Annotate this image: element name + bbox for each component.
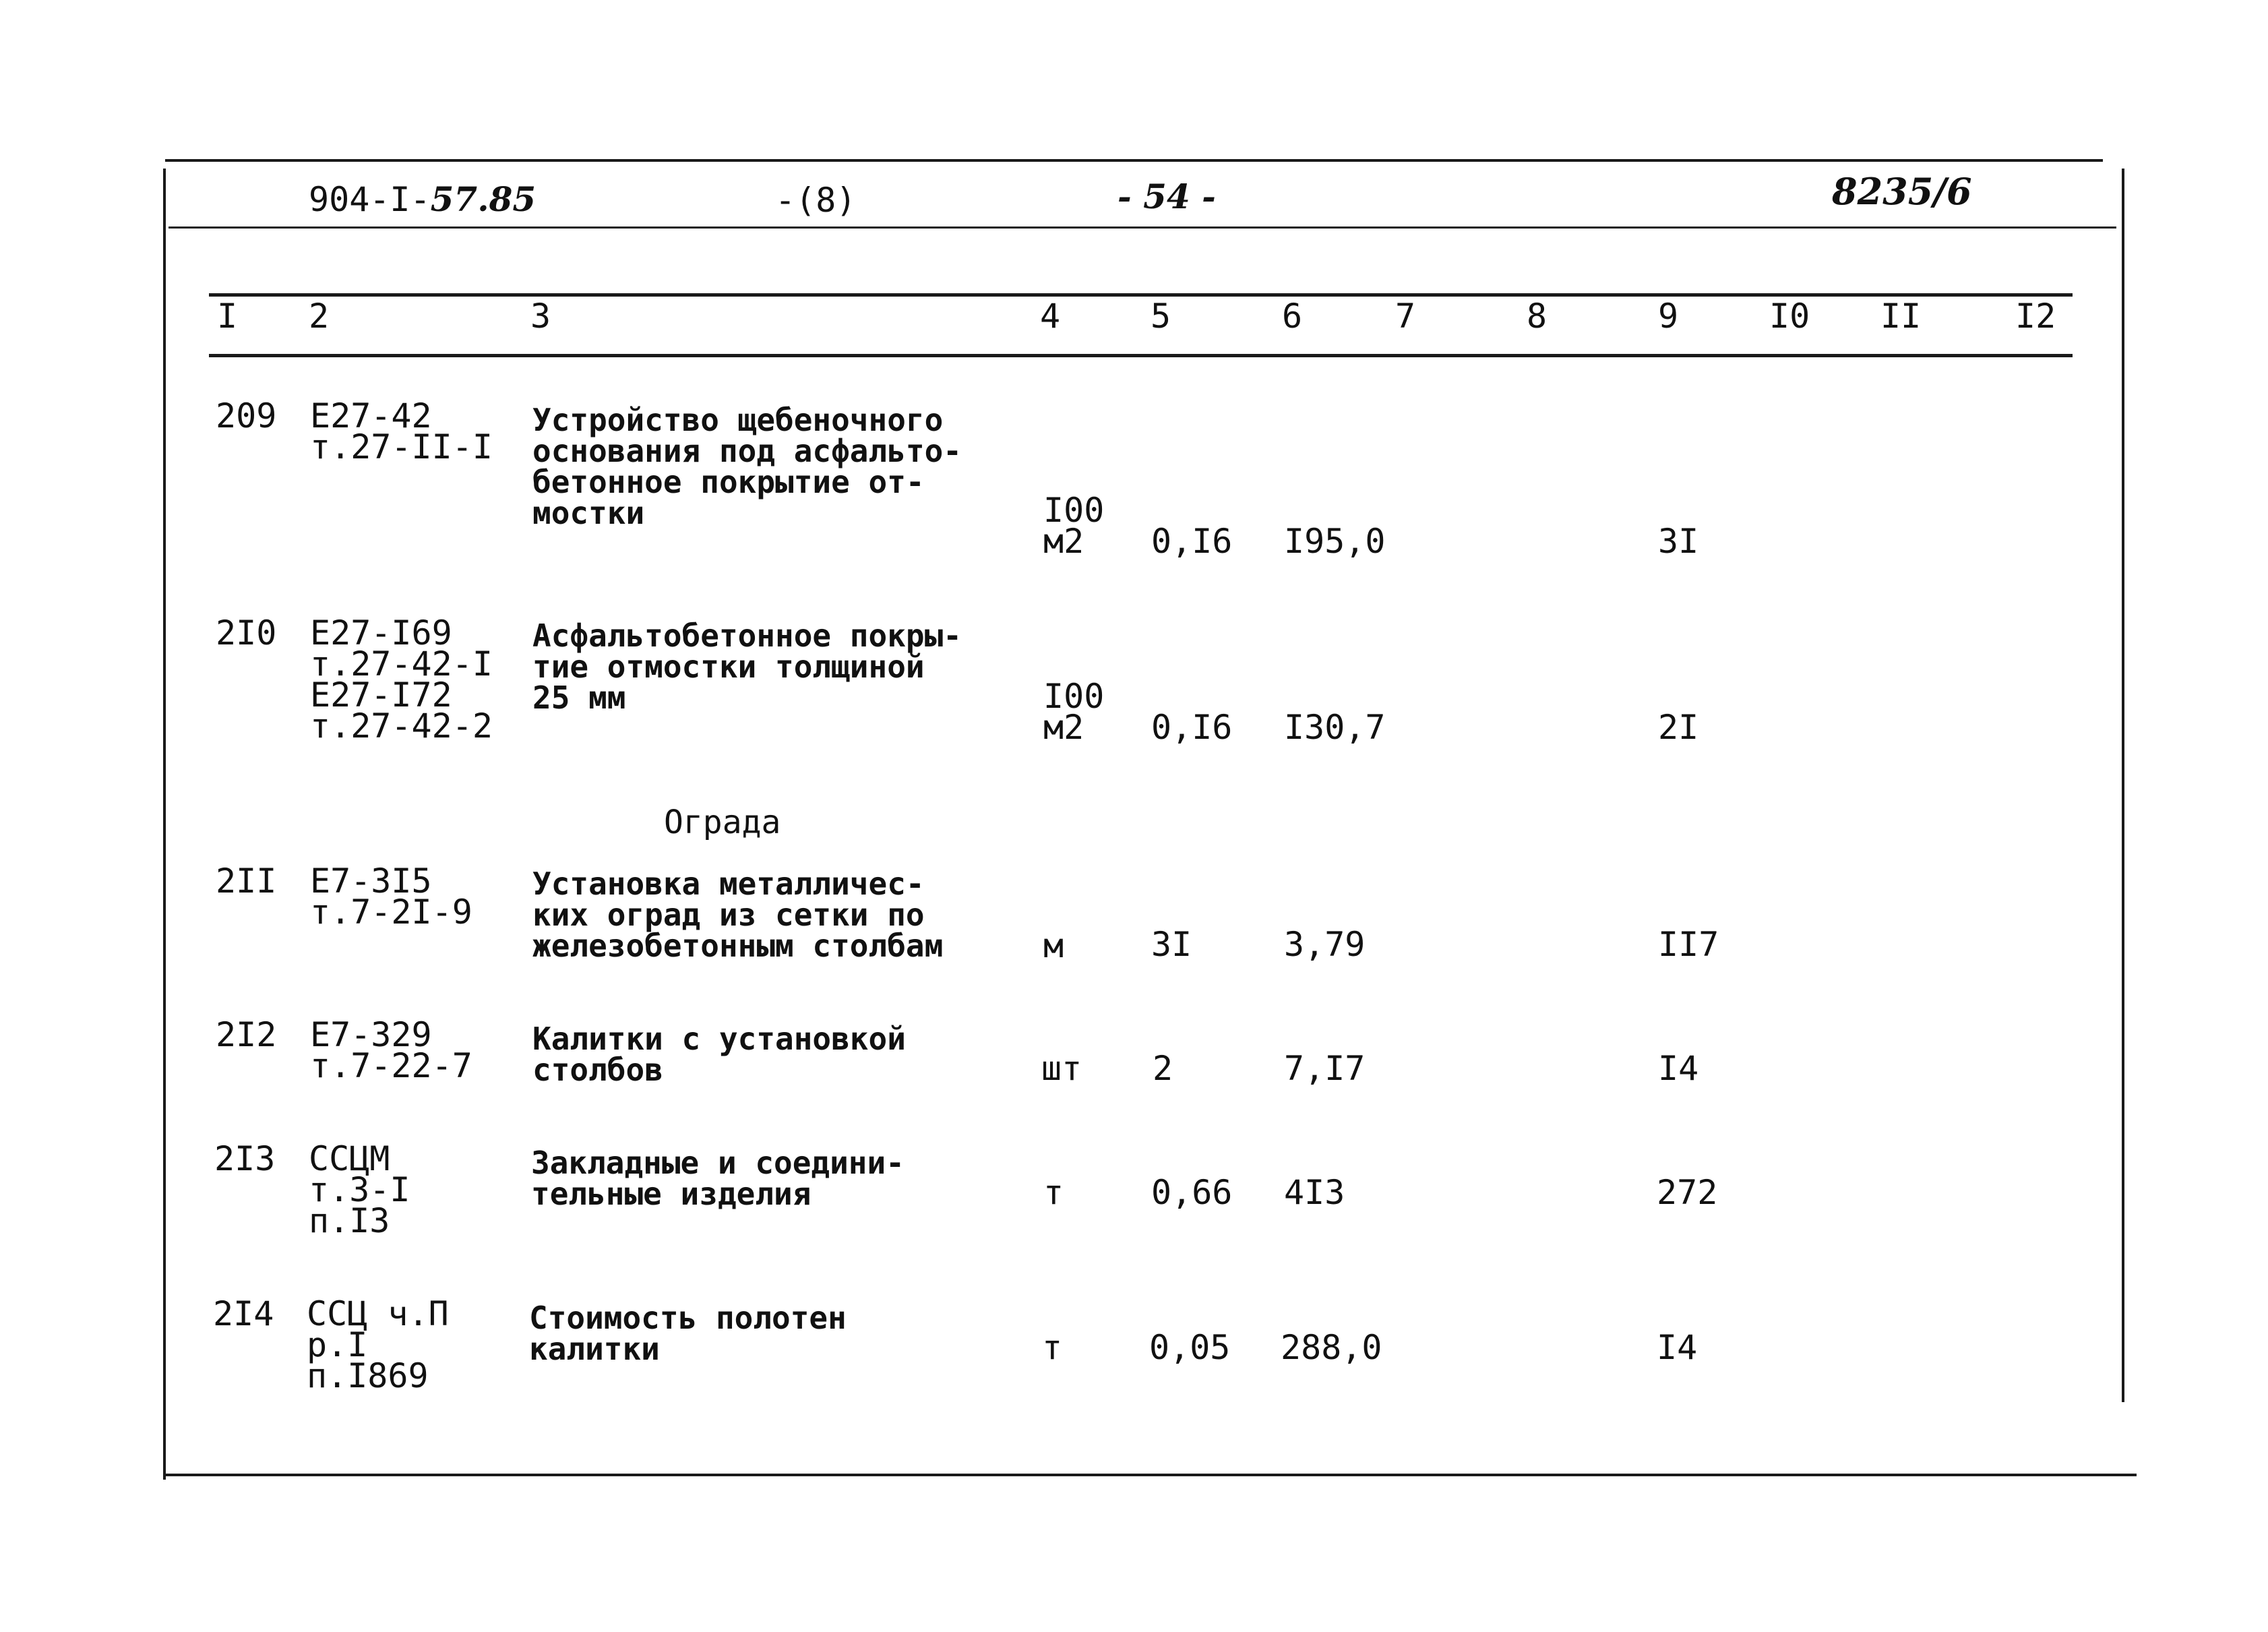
column-number-8: 8 (1527, 297, 1547, 336)
row-210-description (532, 617, 962, 716)
row-214-unit: т (1042, 1328, 1063, 1367)
row-211-code (310, 862, 472, 932)
row-209-unit (1043, 491, 1105, 561)
row-213-unit: т (1043, 1173, 1064, 1212)
row-210-description-line-3: 25 мм (532, 679, 626, 716)
row-214-price: 288,0 (1281, 1328, 1382, 1367)
row-214-description-line-1: Стоимость полотен (529, 1300, 847, 1336)
column-number-9: 9 (1658, 297, 1679, 336)
row-211-quantity: 3I (1151, 925, 1192, 964)
row-211-description-line-1: Установка металличес- (532, 866, 925, 902)
column-number-6: 6 (1282, 297, 1303, 336)
column-number-1: I (217, 297, 238, 336)
row-209-description (532, 402, 962, 531)
column-number-3: 3 (530, 297, 551, 336)
column-number-11: II (1880, 297, 1922, 336)
row-212-quantity: 2 (1153, 1049, 1173, 1088)
row-209-description-line-4: мостки (532, 495, 645, 531)
row-209-unit-line-1: I00 (1043, 491, 1105, 530)
row-212-unit: шт (1041, 1049, 1082, 1088)
row-211-code-line-2: т.7-2I-9 (310, 893, 472, 932)
row-211-description (532, 866, 944, 964)
row-209-quantity: 0,I6 (1151, 522, 1233, 561)
row-213-description-line-1: Закладные и соедини- (531, 1145, 905, 1181)
row-212-total: I4 (1658, 1049, 1699, 1088)
row-214-number: 2I4 (213, 1294, 274, 1333)
row-211-description-line-2: ких оград из сетки по (532, 897, 925, 933)
row-214-total: I4 (1657, 1328, 1698, 1367)
document-code-printed: 904-I- (309, 180, 431, 219)
row-210-code-line-1: E27-I69 (310, 613, 452, 653)
row-210-price: I30,7 (1284, 708, 1386, 747)
row-212-price: 7,I7 (1284, 1049, 1366, 1088)
row-210-code (310, 613, 493, 746)
row-210-unit (1043, 677, 1105, 747)
row-210-number: 2I0 (216, 613, 277, 653)
row-212-code-line-1: E7-329 (310, 1015, 432, 1054)
row-213-code-line-3: п.I3 (309, 1201, 390, 1240)
row-213-total: 272 (1657, 1173, 1718, 1212)
row-209-code-line-2: т.27-II-I (310, 427, 493, 466)
row-212-code-line-2: т.7-22-7 (310, 1046, 472, 1085)
column-number-7: 7 (1395, 297, 1416, 336)
row-211-unit: м (1043, 926, 1064, 965)
row-212-number: 2I2 (216, 1015, 277, 1054)
row-209-unit-line-2: м2 (1043, 522, 1084, 561)
row-209-code (310, 396, 493, 466)
row-210-quantity: 0,I6 (1151, 708, 1233, 747)
row-210-code-line-4: т.27-42-2 (310, 706, 493, 746)
row-212-description-line-2: столбов (532, 1052, 663, 1088)
row-213-description (531, 1145, 905, 1212)
row-209-description-line-3: бетонное покрытие от- (532, 464, 925, 500)
column-number-12: I2 (2015, 297, 2056, 336)
row-209-price: I95,0 (1284, 522, 1386, 561)
row-209-number: 209 (216, 396, 277, 435)
row-211-description-line-3: железобетонным столбам (532, 928, 944, 964)
row-213-code (309, 1139, 410, 1240)
inventory-mark: 8235/6 (1832, 170, 1972, 213)
row-214-code-line-3: п.I869 (307, 1356, 429, 1395)
row-210-description-line-1: Асфальтобетонное покры- (532, 617, 962, 654)
album-number: -(8) (775, 181, 857, 220)
document-code-handwritten: 57.85 (430, 179, 537, 219)
row-213-quantity: 0,66 (1151, 1173, 1233, 1212)
row-210-total: 2I (1658, 708, 1699, 747)
row-213-number: 2I3 (214, 1139, 276, 1178)
row-213-code-line-1: ССЦМ (309, 1139, 390, 1178)
row-213-code-line-2: т.3-I (309, 1170, 410, 1209)
frame-right-line (2122, 169, 2124, 1402)
section-title: Ограда (664, 804, 781, 841)
page-number: - 54 - (1117, 177, 1216, 216)
document-code (309, 179, 536, 219)
row-214-code-line-2: р.I (307, 1325, 368, 1364)
frame-top-line (165, 159, 2103, 162)
header-separator-line (168, 226, 2116, 229)
row-213-description-line-2: тельные изделия (531, 1176, 811, 1212)
row-214-quantity: 0,05 (1149, 1328, 1231, 1367)
row-210-code-line-2: т.27-42-I (310, 644, 493, 684)
row-211-code-line-1: E7-3I5 (310, 862, 432, 901)
row-210-code-line-3: E27-I72 (310, 675, 452, 715)
row-209-description-line-1: Устройство щебеночного (532, 402, 944, 438)
row-212-description-line-1: Калитки с установкой (532, 1021, 906, 1057)
row-209-description-line-2: основания под асфальто- (532, 433, 962, 469)
row-209-total: 3I (1658, 522, 1699, 561)
colnum-bottom-line (209, 354, 2073, 357)
row-210-description-line-2: тие отмостки толщиной (532, 648, 925, 685)
row-213-price: 4I3 (1284, 1173, 1345, 1212)
row-211-total: II7 (1658, 925, 1719, 964)
column-number-2: 2 (309, 297, 330, 336)
row-211-price: 3,79 (1284, 925, 1366, 964)
row-214-description-line-2: калитки (529, 1331, 660, 1367)
frame-left-line (163, 169, 166, 1480)
row-210-unit-line-2: м2 (1043, 708, 1084, 747)
row-212-description (532, 1021, 906, 1088)
column-number-10: I0 (1769, 297, 1810, 336)
column-number-4: 4 (1040, 297, 1061, 336)
row-210-unit-line-1: I00 (1043, 677, 1105, 716)
row-214-description (529, 1300, 847, 1367)
row-214-code-line-1: ССЦ ч.П (307, 1294, 449, 1333)
row-212-code (310, 1015, 472, 1085)
row-214-code (307, 1294, 449, 1395)
column-number-5: 5 (1151, 297, 1171, 336)
row-211-number: 2II (216, 862, 277, 901)
row-209-code-line-1: E27-42 (310, 396, 432, 435)
frame-bottom-line (165, 1474, 2137, 1476)
